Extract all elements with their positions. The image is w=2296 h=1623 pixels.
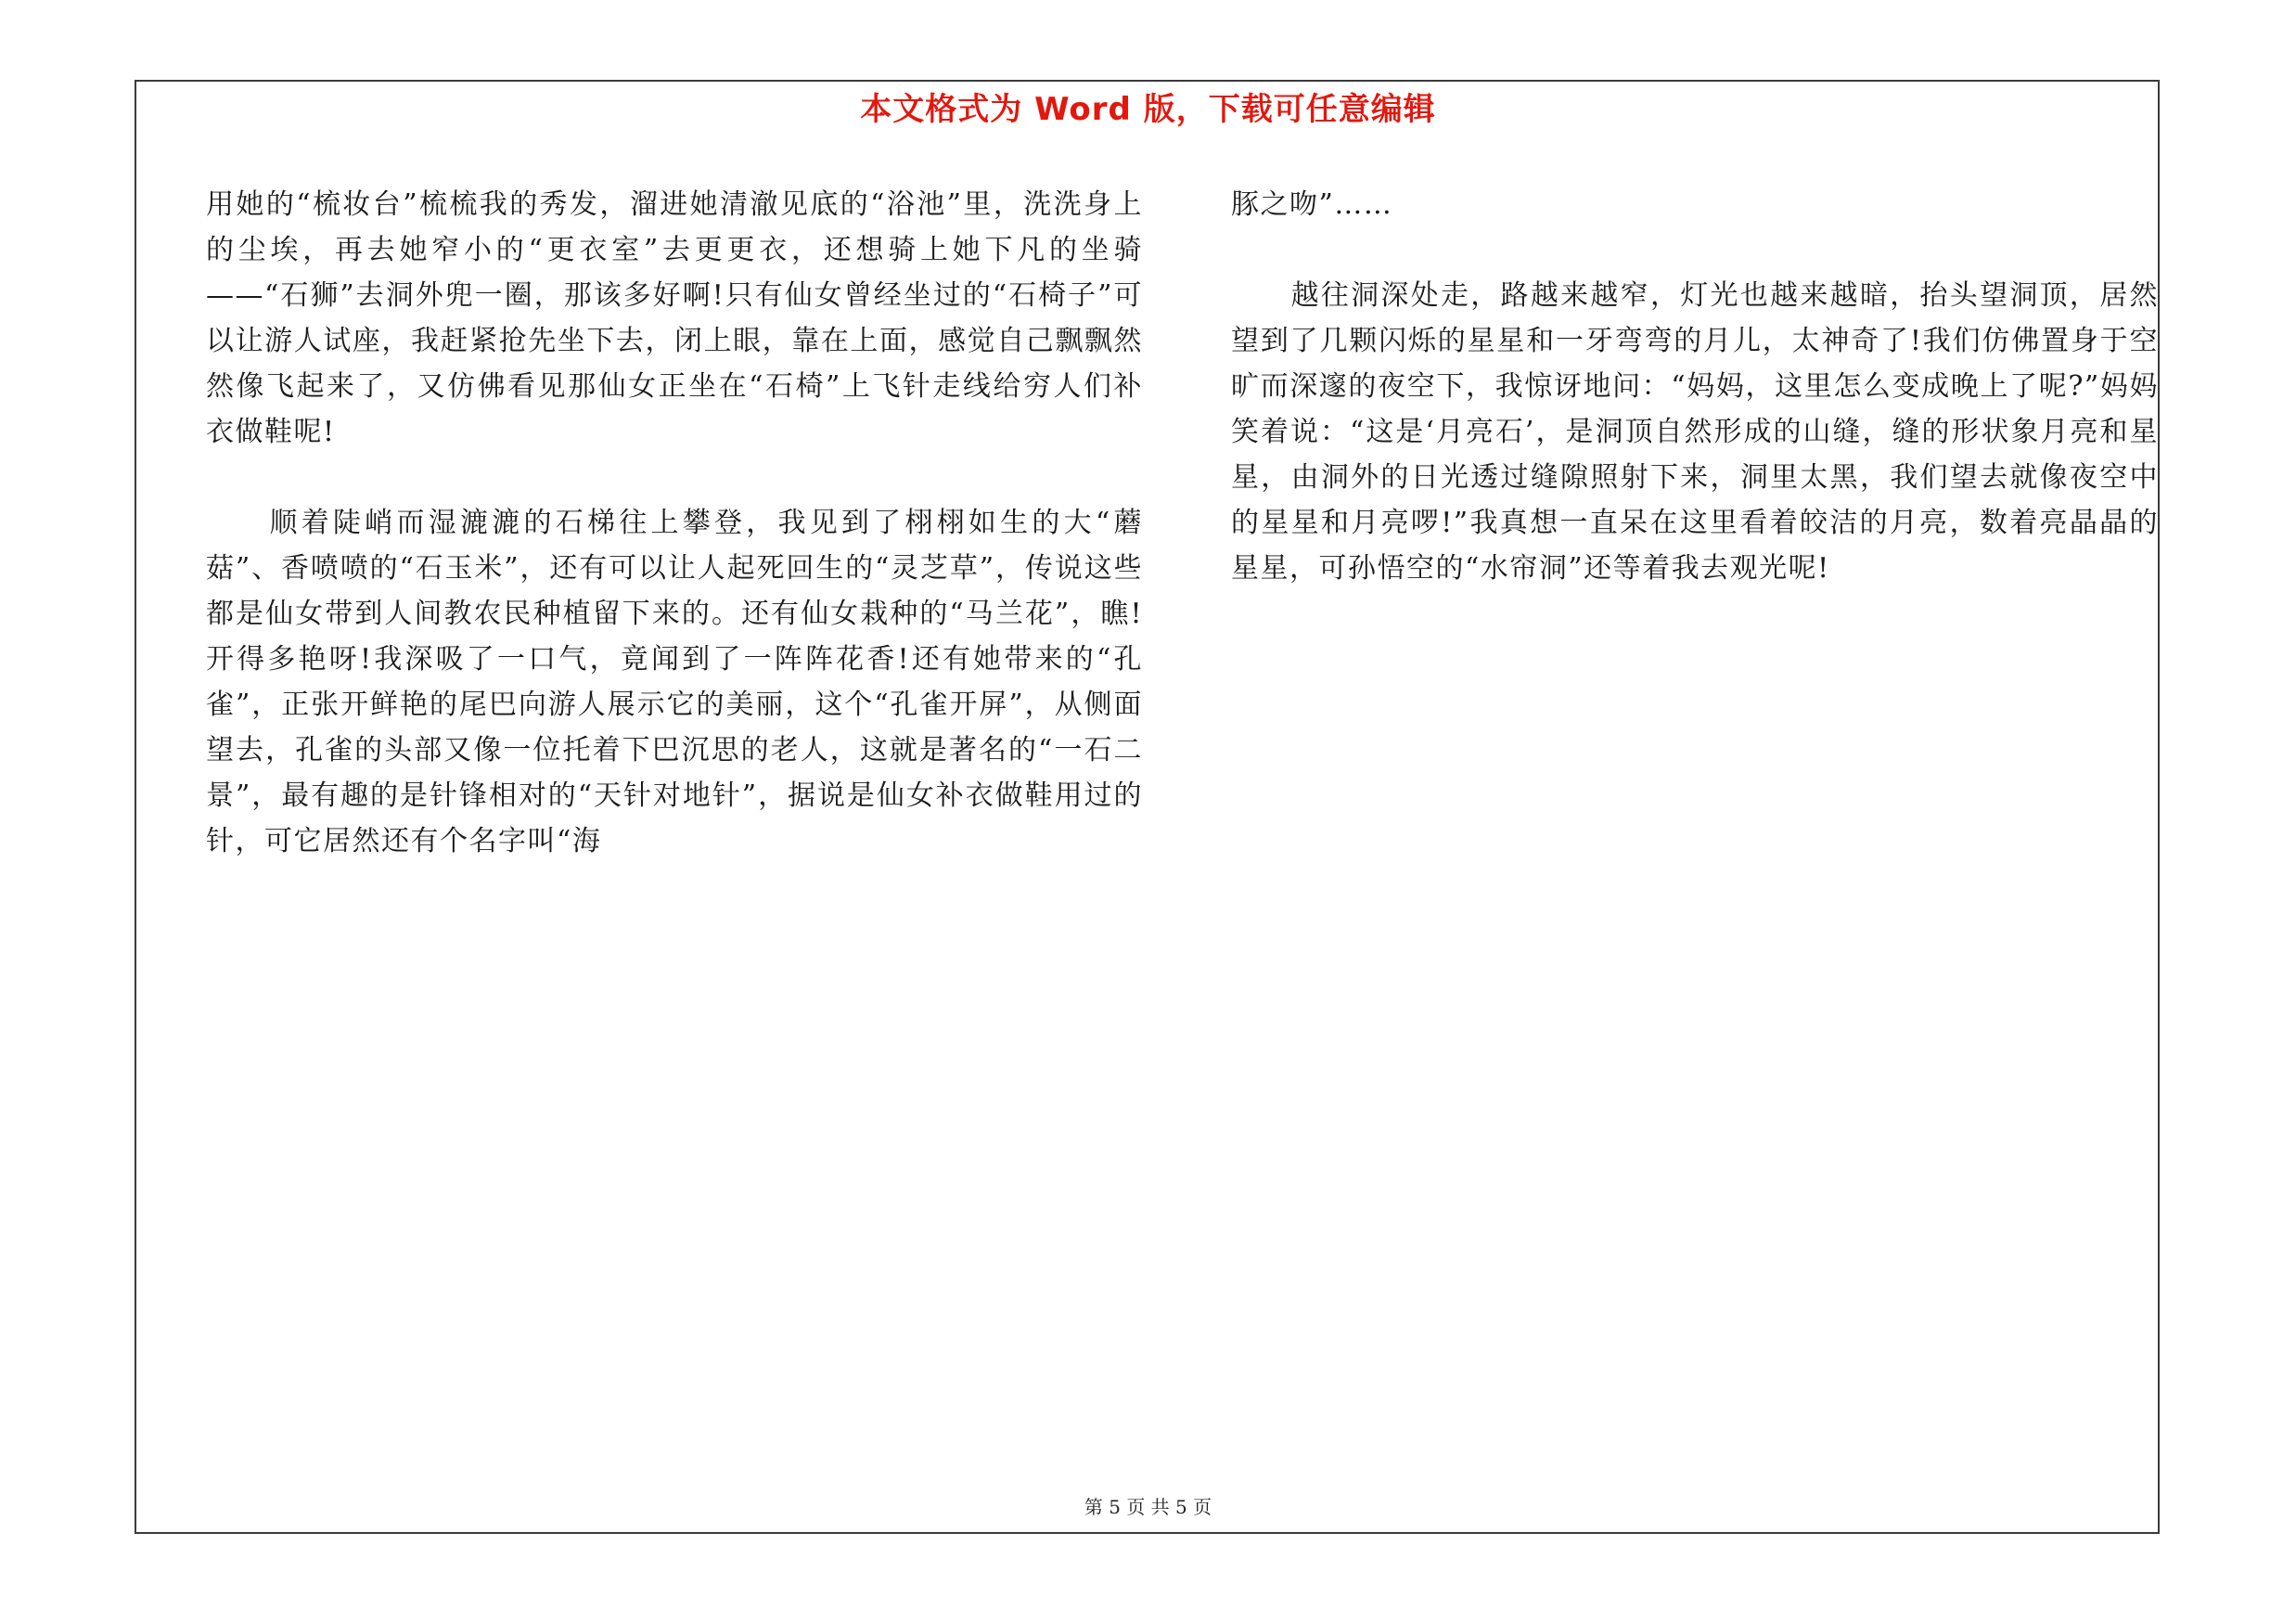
left-column — [206, 182, 1143, 909]
paragraph: 豚之吻”…… — [1231, 188, 1393, 221]
paragraph: 顺着陡峭而湿漉漉的石梯往上攀登，我见到了栩栩如生的大“蘑菇”、香喷喷的“石玉米”，还有可以让人起死回生的“灵芝草”，传说这些都是仙女带到人间教农民种植留下来的。还有仙女栽种的“马兰花”，瞧!开得多艳呀!我深吸了一口气，竟闻到了一阵阵花香!还有她带来的“孔雀”，正张开鲜艳的尾巴向游人展示它的美丽，这个“孔雀开屏”，从侧面望去，孔雀的头部又像一位托着下巴沉思的老人，这就是著名的“一石二景”，最有趣的是针锋相对的“天针对地针”，据说是仙女补衣做鞋用过的针，可它居然还有个名字叫“海 — [206, 507, 1143, 857]
paragraph: 越往洞深处走，路越来越窄，灯光也越来越暗，抬头望洞顶，居然望到了几颗闪烁的星星和一牙弯弯的月儿，太神奇了!我们仿佛置身于空旷而深邃的夜空下，我惊讶地问：“妈妈，这里怎么变成晚上了呢?”妈妈笑着说：“这是‘月亮石’，是洞顶自然形成的山缝，缝的形状象月亮和星星，由洞外的日光透过缝隙照射下来，洞里太黑，我们望去就像夜空中的星星和月亮啰!”我真想一直呆在这里看着皎洁的月亮，数着亮晶晶的星星，可孙悟空的“水帘洞”还等着我去观光呢! — [1231, 279, 2159, 585]
right-column — [1231, 182, 2159, 637]
page-number-footer: 第 5 页 共 5 页 — [1084, 1496, 1212, 1518]
format-banner: 本文格式为 Word 版，下载可任意编辑 — [860, 91, 1436, 128]
paragraph: 用她的“梳妆台”梳梳我的秀发，溜进她清澈见底的“浴池”里，洗洗身上的尘埃，再去她窄小的“更衣室”去更更衣，还想骑上她下凡的坐骑——“石狮”去洞外兜一圈，那该多好啊!只有仙女曾经坐过的“石椅子”可以让游人试座，我赶紧抢先坐下去，闭上眼，靠在上面，感觉自己飘飘然然像飞起来了，又仿佛看见那仙女正坐在“石椅”上飞针走线给穷人们补衣做鞋呢! — [206, 188, 1143, 448]
